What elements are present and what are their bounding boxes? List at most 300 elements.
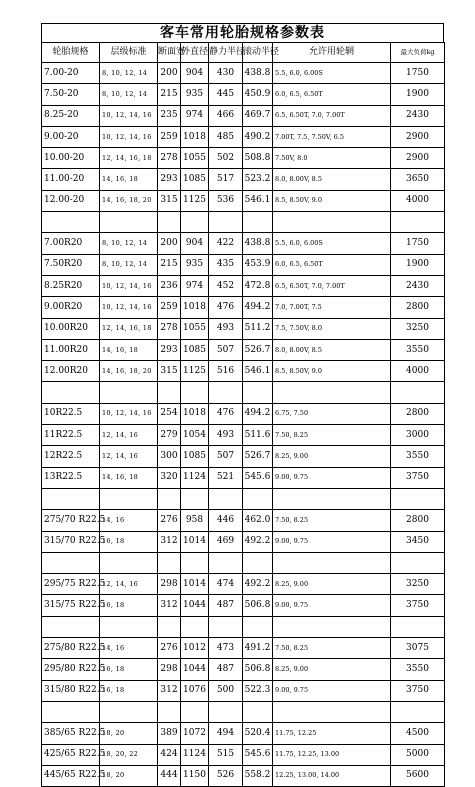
table-row [42,574,445,595]
table-cell: 1900 [391,84,445,105]
table-cell: 2430 [391,105,445,126]
table-cell: 14, 16, 18, 20 [100,361,158,382]
table-cell: 6.5, 6.50T, 7.0, 7.00T [273,275,391,296]
table-cell: 312 [158,531,181,552]
table-cell [209,616,243,637]
table-cell: 8.5, 8.50V, 9.0 [273,190,391,211]
table-cell: 7.50, 8.25 [273,638,391,659]
header-cell: 最大负荷kg [391,43,445,63]
table-cell [42,212,100,233]
table-cell [209,382,243,403]
table-cell: 312 [158,595,181,616]
table-cell: 8.25, 9.00 [273,446,391,467]
table-cell: 293 [158,339,181,360]
table-cell: 520.4 [243,723,273,744]
table-cell: 7.50, 8.25 [273,510,391,531]
table-cell: 11.75, 12.25 [273,723,391,744]
table-cell [100,212,158,233]
table-cell: 6.75, 7.50 [273,403,391,424]
table-cell: 12.00R20 [42,361,100,382]
table-cell: 3750 [391,467,445,488]
table-row [42,233,445,254]
table-cell [158,701,181,722]
table-row [42,275,445,296]
table-cell: 450.9 [243,84,273,105]
table-cell: 298 [158,659,181,680]
table-cell [273,212,391,233]
table-cell: 492.2 [243,574,273,595]
table-cell: 8.25, 9.00 [273,659,391,680]
table-cell [100,382,158,403]
table-cell [391,382,445,403]
table-row [42,126,445,147]
table-cell: 11R22.5 [42,425,100,446]
table-cell: 1124 [181,467,209,488]
table-cell: 1018 [181,126,209,147]
table-cell: 12, 14, 16 [100,574,158,595]
table-row [42,84,445,105]
table-cell [243,488,273,509]
table-cell: 7.50-20 [42,84,100,105]
table-cell: 1900 [391,254,445,275]
table-cell: 1124 [181,744,209,765]
table-cell: 276 [158,638,181,659]
table-cell: 3450 [391,531,445,552]
table-cell: 1044 [181,659,209,680]
table-cell [158,212,181,233]
table-cell [42,616,100,637]
table-cell: 12.25, 13.00, 14.00 [273,765,391,786]
table-cell: 295/75 R22.5 [42,574,100,595]
table-cell: 974 [181,275,209,296]
table-cell: 558.2 [243,765,273,786]
table-cell [158,616,181,637]
table-row [42,638,445,659]
table-cell: 3550 [391,339,445,360]
separator-row [42,382,445,403]
table-cell [243,212,273,233]
table-cell: 16, 18 [100,531,158,552]
table-cell: 16, 18 [100,680,158,701]
header-cell: 层级标准 [100,43,158,63]
sheet-title: 客车常用轮胎规格参数表 [41,23,444,42]
table-cell: 10, 12, 14, 16 [100,297,158,318]
table-cell [391,212,445,233]
table-cell: 7.00R20 [42,233,100,254]
table-cell: 279 [158,425,181,446]
table-cell [100,552,158,573]
table-row [42,190,445,211]
table-cell: 8.0, 8.00V, 8.5 [273,339,391,360]
table-cell: 1076 [181,680,209,701]
table-cell [273,616,391,637]
table-cell: 474 [209,574,243,595]
table-cell [181,382,209,403]
table-cell [42,552,100,573]
header-row [42,43,445,63]
table-cell: 9.00, 9.75 [273,595,391,616]
table-cell: 438.8 [243,233,273,254]
table-cell: 10, 12, 14, 16 [100,275,158,296]
table-cell: 1012 [181,638,209,659]
table-cell: 1014 [181,531,209,552]
table-cell [391,552,445,573]
table-cell: 16, 18 [100,595,158,616]
table-cell: 1750 [391,233,445,254]
table-cell: 315 [158,361,181,382]
table-cell: 10.00R20 [42,318,100,339]
table-cell: 491.2 [243,638,273,659]
table-cell: 492.2 [243,531,273,552]
table-cell: 1054 [181,425,209,446]
table-cell: 438.8 [243,63,273,84]
table-cell: 523.2 [243,169,273,190]
table-cell: 507 [209,339,243,360]
table-cell: 3000 [391,425,445,446]
table-cell: 259 [158,297,181,318]
table-cell: 5000 [391,744,445,765]
table-cell: 2430 [391,275,445,296]
table-cell: 8.25-20 [42,105,100,126]
table-cell: 7.50V, 8.0 [273,148,391,169]
table-cell: 1044 [181,595,209,616]
table-row [42,318,445,339]
table-cell: 526.7 [243,339,273,360]
table-cell: 11.75, 12.25, 13.00 [273,744,391,765]
table-cell: 2900 [391,126,445,147]
table-cell [273,552,391,573]
table-cell: 2800 [391,403,445,424]
table-cell: 14, 16, 18 [100,169,158,190]
table-row [42,105,445,126]
table-cell: 14, 16 [100,510,158,531]
table-cell: 445 [209,84,243,105]
table-cell: 18, 20, 22 [100,744,158,765]
table-cell: 1018 [181,403,209,424]
table-cell: 487 [209,659,243,680]
table-cell: 10R22.5 [42,403,100,424]
table-cell: 469.7 [243,105,273,126]
table-cell: 466 [209,105,243,126]
table-cell: 904 [181,63,209,84]
table-cell: 8.25, 9.00 [273,574,391,595]
table-cell [100,701,158,722]
table-cell: 3250 [391,318,445,339]
table-cell: 9.00R20 [42,297,100,318]
table-cell [42,382,100,403]
table-cell: 12R22.5 [42,446,100,467]
table-cell: 493 [209,318,243,339]
table-cell: 2900 [391,148,445,169]
table-cell: 13R22.5 [42,467,100,488]
table-cell: 320 [158,467,181,488]
table-row [42,510,445,531]
table-cell: 12.00-20 [42,190,100,211]
table-cell: 1125 [181,361,209,382]
table-cell: 300 [158,446,181,467]
table-cell: 293 [158,169,181,190]
table-cell: 526 [209,765,243,786]
table-cell: 3550 [391,446,445,467]
table-cell: 515 [209,744,243,765]
table-cell: 511.6 [243,425,273,446]
table-row [42,297,445,318]
table-cell: 1750 [391,63,445,84]
table-row [42,467,445,488]
separator-row [42,212,445,233]
table-cell: 312 [158,680,181,701]
table-cell: 425/65 R22.5 [42,744,100,765]
table-cell [181,488,209,509]
table-row [42,254,445,275]
table-cell: 974 [181,105,209,126]
table-cell: 506.8 [243,659,273,680]
table-cell: 444 [158,765,181,786]
table-cell: 10, 12, 14, 16 [100,105,158,126]
table-cell: 1072 [181,723,209,744]
table-cell: 7.0, 7.00T, 7.5 [273,297,391,318]
table-cell [100,616,158,637]
table-cell: 315/70 R22.5 [42,531,100,552]
table-cell: 8, 10, 12, 14 [100,63,158,84]
header-cell: 断面宽 [158,43,181,63]
table-cell: 3750 [391,680,445,701]
table-cell: 9.00-20 [42,126,100,147]
table-cell: 14, 16, 18, 20 [100,190,158,211]
table-cell: 435 [209,254,243,275]
table-cell: 545.6 [243,744,273,765]
table-cell: 500 [209,680,243,701]
table-cell: 445/65 R22.5 [42,765,100,786]
table-cell: 473 [209,638,243,659]
table-cell: 18, 20 [100,723,158,744]
table-cell: 18, 20 [100,765,158,786]
table-cell: 536 [209,190,243,211]
table-cell: 6.5, 6.50T, 7.0, 7.00T [273,105,391,126]
table-cell [158,488,181,509]
table-cell [391,488,445,509]
table-cell: 4500 [391,723,445,744]
table-cell [158,552,181,573]
table-cell: 7.00T, 7.5, 7.50V, 6.5 [273,126,391,147]
table-cell: 14, 16 [100,638,158,659]
table-cell: 502 [209,148,243,169]
table-cell: 215 [158,84,181,105]
table-cell: 462.0 [243,510,273,531]
table-cell [273,701,391,722]
table-cell [181,701,209,722]
table-cell [273,382,391,403]
table-cell: 3750 [391,595,445,616]
separator-row [42,616,445,637]
table-cell: 3550 [391,659,445,680]
table-cell: 472.8 [243,275,273,296]
table-cell: 276 [158,510,181,531]
table-cell: 1018 [181,297,209,318]
table-cell: 8.5, 8.50V, 9.0 [273,361,391,382]
table-row [42,659,445,680]
table-cell: 507 [209,446,243,467]
table-cell: 508.8 [243,148,273,169]
table-row [42,723,445,744]
table-cell: 1085 [181,169,209,190]
table-cell: 422 [209,233,243,254]
tire-spec-table [41,42,445,787]
table-cell [42,488,100,509]
table-cell: 545.6 [243,467,273,488]
table-row [42,169,445,190]
table-cell: 1055 [181,318,209,339]
table-cell [243,616,273,637]
table-cell: 5.5, 6.0, 6.00S [273,63,391,84]
table-cell: 469 [209,531,243,552]
table-row [42,680,445,701]
table-row [42,63,445,84]
table-cell: 7.50, 8.25 [273,425,391,446]
table-cell: 9.00, 9.75 [273,531,391,552]
table-cell [243,382,273,403]
table-row [42,425,445,446]
table-cell: 494.2 [243,403,273,424]
table-cell: 476 [209,297,243,318]
table-cell [273,488,391,509]
table-cell: 8, 10, 12, 14 [100,233,158,254]
header-cell: 轮胎规格 [42,43,100,63]
table-cell: 16, 18 [100,659,158,680]
table-cell: 315/80 R22.5 [42,680,100,701]
header-cell: 滚动半径 [243,43,273,63]
spreadsheet [41,23,444,787]
table-cell [209,488,243,509]
table-cell: 278 [158,148,181,169]
table-cell: 1150 [181,765,209,786]
table-cell: 935 [181,254,209,275]
table-cell: 275/70 R22.5 [42,510,100,531]
table-cell: 389 [158,723,181,744]
table-cell: 490.2 [243,126,273,147]
table-cell: 12, 14, 16, 18 [100,148,158,169]
header-cell: 外直径 [181,43,209,63]
separator-row [42,488,445,509]
table-cell: 7.5, 7.50V, 8.0 [273,318,391,339]
table-cell: 275/80 R22.5 [42,638,100,659]
table-row [42,446,445,467]
table-cell: 8.25R20 [42,275,100,296]
table-cell: 295/80 R22.5 [42,659,100,680]
separator-row [42,701,445,722]
table-cell: 904 [181,233,209,254]
table-cell: 546.1 [243,190,273,211]
table-cell [158,382,181,403]
table-cell: 452 [209,275,243,296]
table-cell: 1085 [181,339,209,360]
table-cell: 522.3 [243,680,273,701]
table-cell: 259 [158,126,181,147]
table-cell: 11.00R20 [42,339,100,360]
table-cell: 10, 12, 14, 16 [100,403,158,424]
table-cell: 8, 10, 12, 14 [100,84,158,105]
separator-row [42,552,445,573]
table-cell: 8, 10, 12, 14 [100,254,158,275]
table-row [42,361,445,382]
table-cell: 236 [158,275,181,296]
table-cell: 516 [209,361,243,382]
table-cell: 476 [209,403,243,424]
table-cell: 1055 [181,148,209,169]
table-cell: 494 [209,723,243,744]
table-cell: 8.0, 8.00V, 8.5 [273,169,391,190]
table-cell: 485 [209,126,243,147]
table-cell: 446 [209,510,243,531]
table-cell: 1125 [181,190,209,211]
table-cell: 487 [209,595,243,616]
table-cell [243,552,273,573]
table-cell [243,701,273,722]
table-cell: 200 [158,63,181,84]
table-cell [42,701,100,722]
table-row [42,765,445,786]
table-cell: 315/75 R22.5 [42,595,100,616]
table-cell: 12, 14, 16, 18 [100,318,158,339]
table-cell: 254 [158,403,181,424]
table-cell: 453.9 [243,254,273,275]
table-cell: 424 [158,744,181,765]
table-cell: 6.0, 6.5, 6.50T [273,254,391,275]
table-cell: 493 [209,425,243,446]
table-cell: 9.00, 9.75 [273,680,391,701]
table-cell: 935 [181,84,209,105]
header-cell: 静力半径 [209,43,243,63]
table-row [42,595,445,616]
table-cell: 3650 [391,169,445,190]
table-cell: 278 [158,318,181,339]
table-cell: 3250 [391,574,445,595]
table-cell: 494.2 [243,297,273,318]
table-cell: 5600 [391,765,445,786]
table-cell: 2800 [391,297,445,318]
table-cell: 958 [181,510,209,531]
table-cell [181,212,209,233]
table-cell [391,616,445,637]
table-cell: 298 [158,574,181,595]
table-cell [209,212,243,233]
table-cell: 3075 [391,638,445,659]
table-cell: 4000 [391,190,445,211]
table-body [42,63,445,787]
table-cell: 12, 14, 16 [100,446,158,467]
table-cell: 14, 16, 18 [100,467,158,488]
table-row [42,531,445,552]
table-cell: 385/65 R22.5 [42,723,100,744]
table-cell [391,701,445,722]
table-cell: 10.00-20 [42,148,100,169]
table-cell: 315 [158,190,181,211]
table-cell: 12, 14, 16 [100,425,158,446]
table-cell: 215 [158,254,181,275]
table-cell: 6.0, 6.5, 6.50T [273,84,391,105]
table-cell: 2800 [391,510,445,531]
table-cell [209,552,243,573]
table-cell: 546.1 [243,361,273,382]
table-row [42,339,445,360]
table-cell [209,701,243,722]
table-cell: 14, 16, 18 [100,339,158,360]
table-cell: 506.8 [243,595,273,616]
table-cell: 5.5, 6.0, 6.00S [273,233,391,254]
table-cell: 200 [158,233,181,254]
table-cell: 11.00-20 [42,169,100,190]
table-cell: 10, 12, 14, 16 [100,126,158,147]
